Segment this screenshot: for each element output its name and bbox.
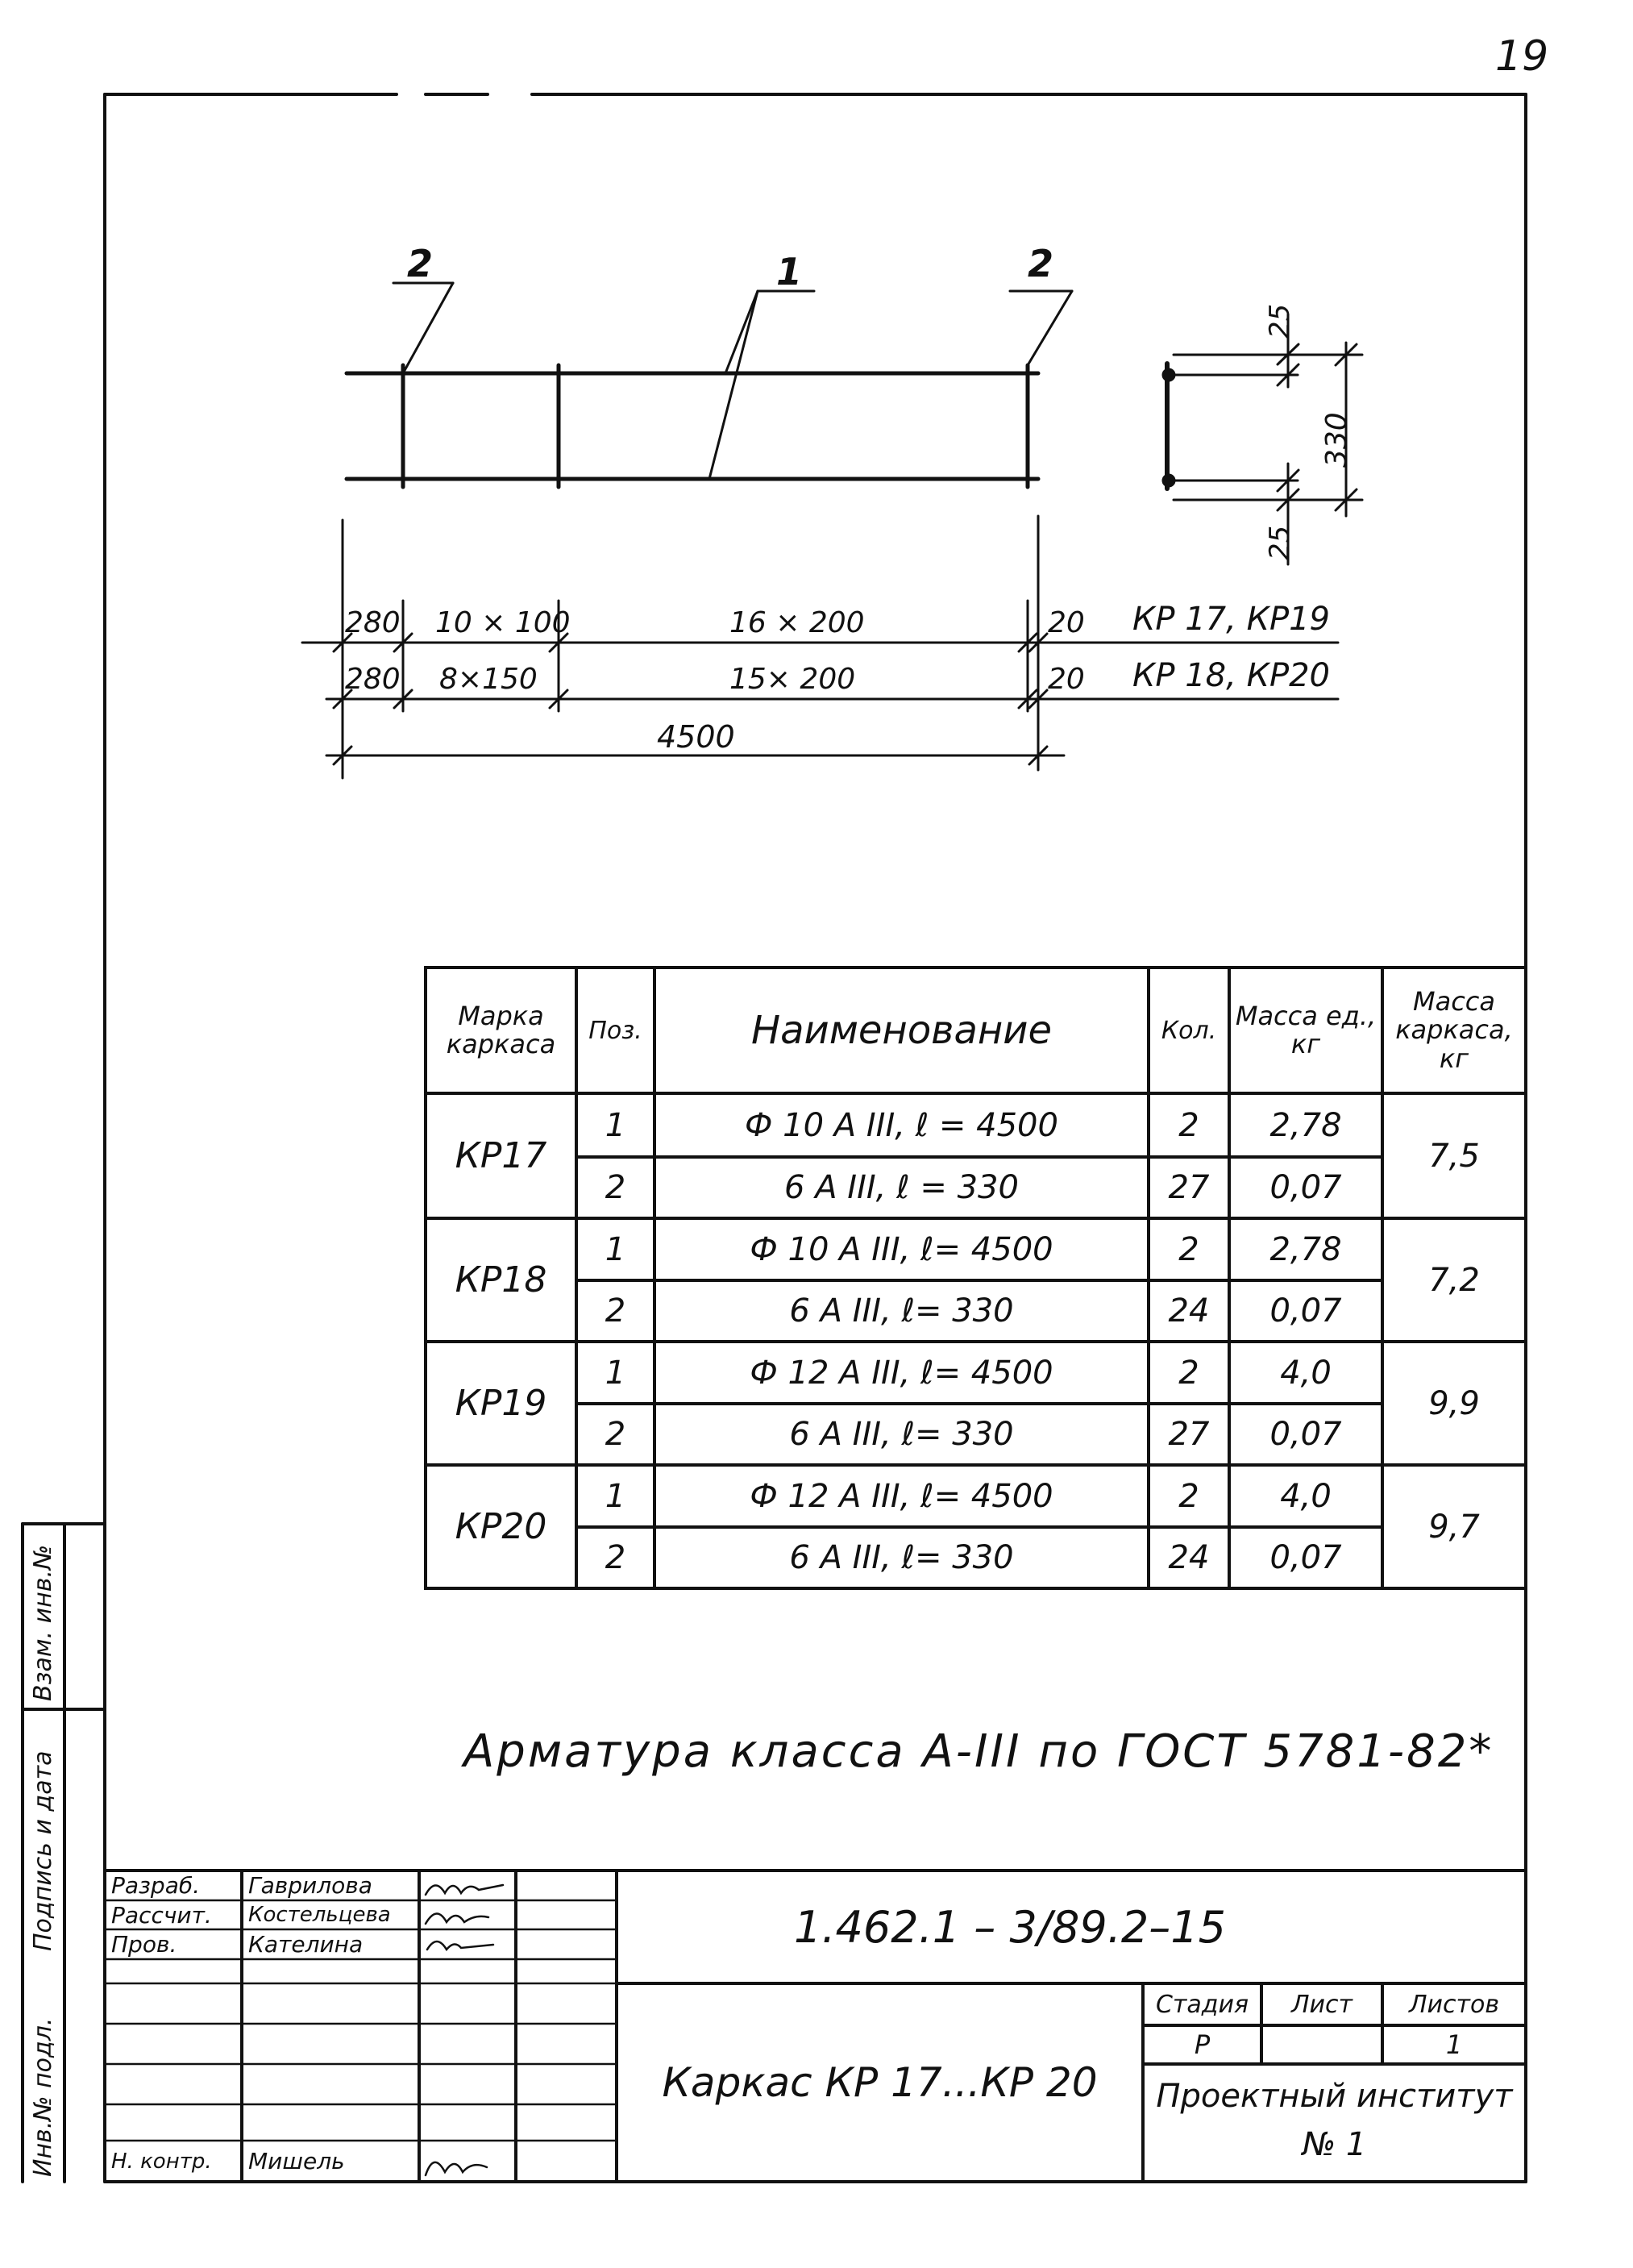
row-pos: 1 (605, 1230, 626, 1268)
header-name: Наименование (750, 1008, 1052, 1053)
row-name: 6 А III, ℓ= 330 (789, 1539, 1014, 1576)
role-label: Пров. (111, 1931, 177, 1958)
row-qty: 2 (1178, 1477, 1199, 1515)
section-dim-bottom: 25 (1264, 525, 1296, 560)
leader-label-middle: 1 (776, 250, 803, 293)
row-qty: 2 (1178, 1354, 1199, 1392)
row-name: Ф 10 А III, ℓ= 4500 (750, 1230, 1053, 1268)
leader-label-left: 2 (407, 242, 434, 285)
signature-4 (426, 2162, 487, 2175)
signature-2 (426, 1913, 488, 1924)
frame-mass: 7,2 (1428, 1261, 1480, 1299)
row-name: Ф 12 А III, ℓ= 4500 (750, 1477, 1053, 1515)
sheet-number: 19 (1495, 32, 1549, 81)
role-name: Костельцева (248, 1903, 391, 1927)
frame-mark: КР20 (455, 1506, 547, 1547)
row-pos: 2 (605, 1416, 626, 1453)
frame-mass: 7,5 (1428, 1137, 1480, 1175)
reinforcement-class-note: Арматура класса А-III по ГОСТ 5781-82* (463, 1725, 1494, 1778)
stamp-sign-date: Подпись и дата (29, 1750, 57, 1951)
role-name: Кателина (248, 1931, 364, 1958)
organization-line1: Проектный институт (1156, 2078, 1513, 2115)
stamp-replace-inv: Взам. инв.№ (29, 1544, 57, 1701)
row-name: Ф 12 А III, ℓ= 4500 (750, 1354, 1053, 1392)
header-qty: Кол. (1161, 1016, 1217, 1045)
row-qty: 2 (1178, 1230, 1199, 1268)
row-name: Ф 10 А III, ℓ = 4500 (745, 1106, 1058, 1144)
frame-mark: КР18 (455, 1259, 547, 1300)
row-qty: 24 (1168, 1539, 1210, 1576)
document-code: 1.462.1 – 3/89.2–15 (794, 1901, 1226, 1953)
signature-3 (427, 1941, 493, 1950)
sheets-label: Листов (1408, 1990, 1500, 2019)
row-pos: 2 (605, 1539, 626, 1576)
frame-mark: КР19 (455, 1383, 547, 1424)
organization-line2: № 1 (1302, 2126, 1367, 2163)
stage-value: Р (1194, 2029, 1211, 2060)
row-pos: 1 (605, 1477, 626, 1515)
header-mark: Марка каркаса (446, 1000, 556, 1059)
sheets-value: 1 (1445, 2029, 1463, 2060)
sheet-value (1261, 2025, 1382, 2064)
role-name: Мишель (248, 2148, 345, 2174)
drawing-title: Каркас КР 17...КР 20 (662, 2059, 1098, 2106)
row-name: 6 А III, ℓ= 330 (789, 1292, 1014, 1330)
sheet-label: Лист (1290, 1990, 1353, 2019)
stage-label: Стадия (1155, 1990, 1249, 2019)
row-mass: 0,07 (1269, 1416, 1342, 1453)
row-mass: 2,78 (1269, 1106, 1342, 1144)
dimension-chains (302, 516, 1338, 778)
row-qty: 2 (1178, 1106, 1199, 1144)
row-pos: 2 (605, 1292, 626, 1330)
row-mass: 4,0 (1280, 1477, 1332, 1515)
dim-row1-label: КР 17, КР19 (1132, 601, 1330, 638)
dim-row2-d: 20 (1048, 663, 1085, 696)
role-name: Гаврилова (248, 1872, 372, 1899)
position-leaders (393, 283, 1072, 479)
section-dim-top: 25 (1264, 303, 1296, 339)
dim-row1-b: 10 × 100 (435, 606, 571, 639)
dim-row1-a: 280 (345, 606, 401, 639)
signature-1 (426, 1885, 503, 1895)
dim-row2-label: КР 18, КР20 (1132, 657, 1330, 694)
dim-total-length: 4500 (657, 719, 735, 755)
row-qty: 27 (1168, 1416, 1210, 1453)
rebar-frame-elevation (347, 365, 1038, 487)
row-mass: 4,0 (1280, 1354, 1332, 1392)
header-frame-mass: Масса каркаса, кг (1395, 986, 1513, 1074)
role-label: Н. контр. (111, 2149, 212, 2174)
dim-row2-a: 280 (345, 663, 401, 696)
row-name: 6 А III, ℓ = 330 (784, 1169, 1019, 1206)
frame-mass: 9,9 (1428, 1384, 1480, 1422)
header-unit-mass: Масса ед., кг (1235, 1000, 1377, 1059)
frame-mark: КР17 (455, 1135, 547, 1176)
row-pos: 2 (605, 1169, 626, 1206)
row-qty: 24 (1168, 1292, 1210, 1330)
leader-label-right: 2 (1028, 242, 1054, 285)
section-dim-height: 330 (1320, 412, 1353, 468)
role-label: Разраб. (111, 1872, 201, 1899)
row-mass: 0,07 (1269, 1292, 1342, 1330)
dim-row1-c: 16 × 200 (729, 606, 865, 639)
row-qty: 27 (1168, 1169, 1210, 1206)
frame-mass: 9,7 (1428, 1508, 1480, 1546)
stamp-inv-no: Инв.№ подл. (29, 2017, 57, 2177)
row-mass: 0,07 (1269, 1169, 1342, 1206)
row-pos: 1 (605, 1354, 626, 1392)
row-mass: 2,78 (1269, 1230, 1342, 1268)
dim-row2-b: 8×150 (439, 663, 538, 696)
role-label: Рассчит. (111, 1901, 212, 1929)
dim-row2-c: 15× 200 (729, 663, 856, 696)
row-name: 6 А III, ℓ= 330 (789, 1416, 1014, 1453)
header-pos: Поз. (588, 1016, 642, 1045)
dim-row1-d: 20 (1048, 606, 1085, 639)
row-mass: 0,07 (1269, 1539, 1342, 1576)
row-pos: 1 (605, 1106, 626, 1144)
